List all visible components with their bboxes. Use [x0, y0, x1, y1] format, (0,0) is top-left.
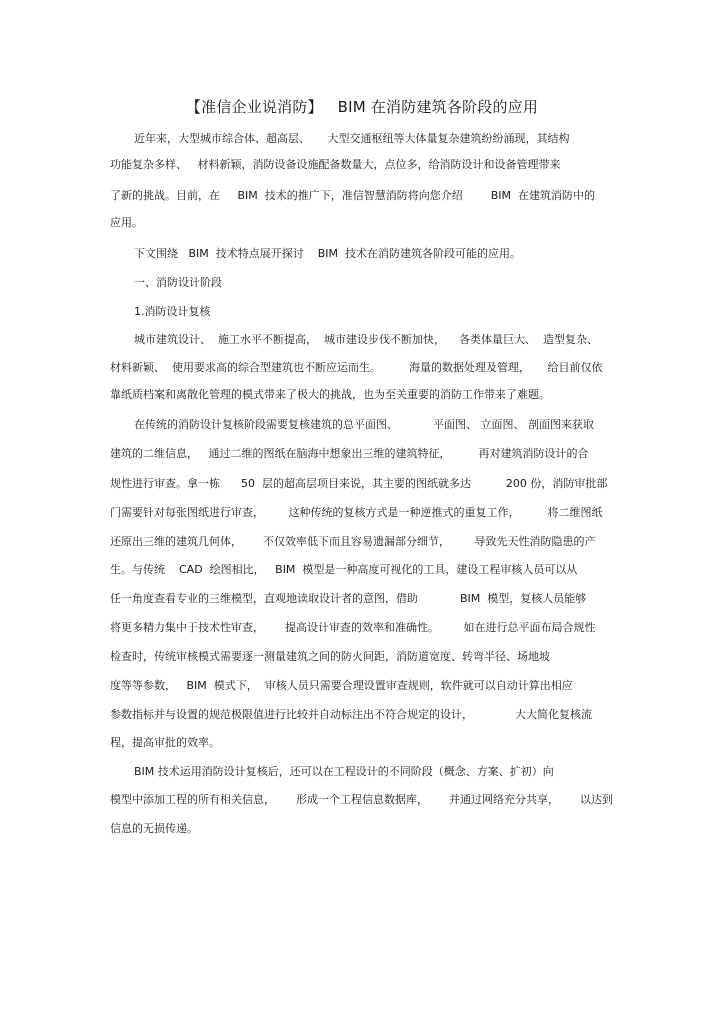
paragraph-line: 规性进行审查。拿一栋 50 层的超高层项目来说，其主要的图纸就多达 200 份，消防审批部 — [110, 477, 608, 490]
paragraph-line: 将更多精力集中于技术性审查， 提高设计审查的效率和准确性。 如在进行总平面布局合规性 — [110, 621, 596, 634]
paragraph-line: 检查时，传统审核模式需要逐一测量建筑之间的防火间距，消防道宽度、转弯半径、场地坡 — [110, 650, 550, 663]
paragraph-line: 材料新颖、 使用要求高的综合型建筑也不断应运而生。 海量的数据处理及管理， 给目前仅依 — [110, 361, 603, 374]
paragraph-line: 功能复杂多样、 材料新颖，消防设备设施配备数量大，点位多，给消防设计和设备管理带来 — [110, 158, 561, 171]
paragraph-line: 程，提高审批的效率。 — [110, 736, 220, 749]
document-title: 【准信企业说消防】 BIM 在消防建筑各阶段的应用 — [185, 98, 539, 116]
paragraph-line: 生。与传统 CAD 绘图相比， BIM 模型是一种高度可视化的工具，建设工程审核人员可以从 — [110, 563, 578, 576]
paragraph-line: 门需要针对每张图纸进行审查， 这种传统的复核方式是一种逆推式的重复工作， 将二维图纸 — [110, 506, 603, 519]
paragraph-line: 信息的无损传递。 — [110, 822, 198, 835]
paragraph-line: 下文围绕 BIM 技术特点展开探讨 BIM 技术在消防建筑各阶段可能的应用。 — [134, 247, 522, 260]
paragraph-line: 模型中添加工程的所有相关信息， 形成一个工程信息数据库， 并通过网络充分共享， 以达到 — [110, 793, 613, 806]
paragraph-line: 在传统的消防设计复核阶段需要复核建筑的总平面图、 平面图、 立面图、 剖面图来获取 — [134, 418, 594, 431]
paragraph-line: 城市建筑设计、 施工水平不断提高， 城市建设步伐不断加快， 各类体量巨大、 造型复杂、 — [134, 333, 598, 346]
paragraph-line: 建筑的二维信息， 通过二维的图纸在脑海中想象出三维的建筑特征， 再对建筑消防设计的合 — [110, 447, 589, 460]
paragraph-line: 近年来，大型城市综合体、超高层、 大型交通枢纽等大体量复杂建筑纷纷涌现，其结构 — [134, 132, 570, 145]
paragraph-line: 任一角度查看专业的三维模型，直观地读取设计者的意图，借助 BIM 模型，复核人员能够 — [110, 592, 587, 605]
section-heading: 一、消防设计阶段 — [134, 276, 222, 289]
paragraph-line: 靠纸质档案和离散化管理的模式带来了极大的挑战，也为至关重要的消防工作带来了难题。 — [110, 388, 550, 401]
paragraph-line: 应用。 — [110, 216, 143, 229]
paragraph-line: BIM 技术运用消防设计复核后，还可以在工程设计的不同阶段（概念、方案、扩初）向 — [134, 765, 554, 778]
paragraph-line: 了新的挑战。目前，在 BIM 技术的推广下，准信智慧消防将向您介绍 BIM 在建筑消防中的 — [110, 189, 596, 202]
paragraph-line: 度等等参数， BIM 模式下， 审核人员只需要合理设置审查规则，软件就可以自动计算出相应 — [110, 679, 573, 692]
paragraph-line: 还原出三维的建筑几何体， 不仅效率低下而且容易遗漏部分细节， 导致先天性消防隐患的产 — [110, 535, 596, 548]
paragraph-line: 参数指标并与设置的规范极限值进行比较并自动标注出不符合规定的设计， 大大简化复核流 — [110, 708, 592, 721]
subsection-heading: 1.消防设计复核 — [134, 305, 211, 318]
